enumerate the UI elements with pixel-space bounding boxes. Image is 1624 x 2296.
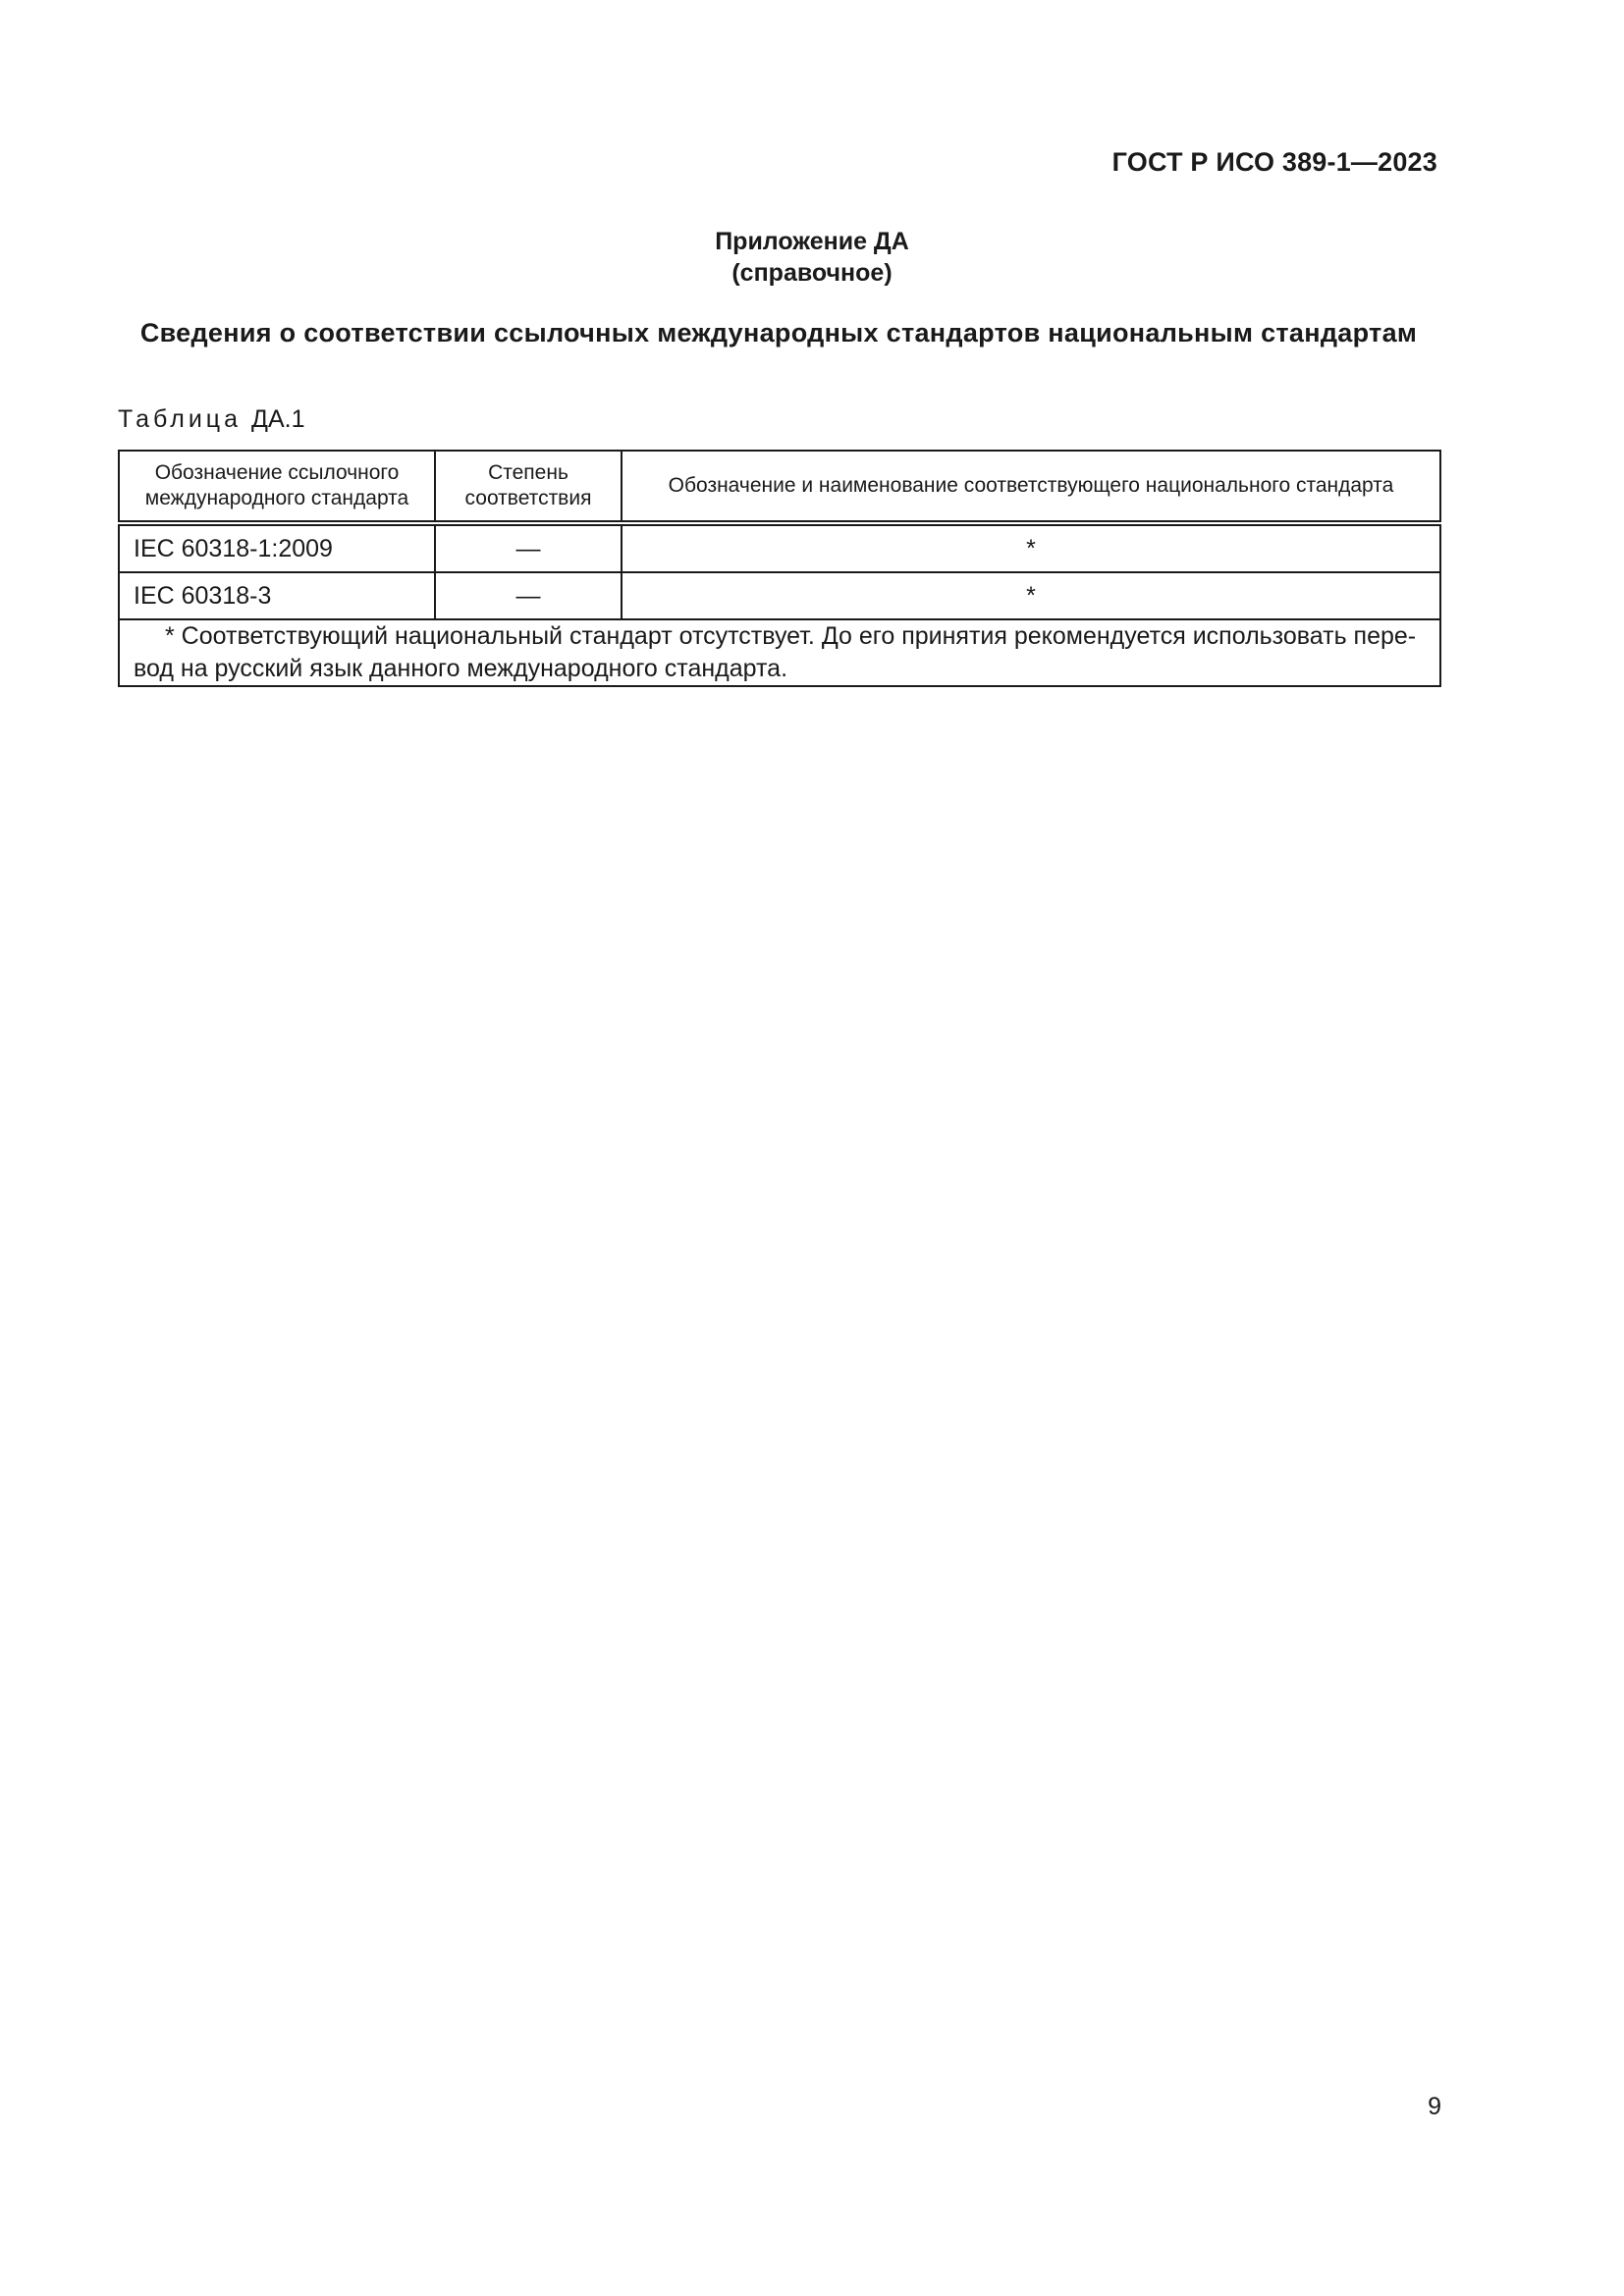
table-caption-number: ДА.1 bbox=[251, 405, 305, 433]
cell-reference-standard: IEC 60318-3 bbox=[119, 572, 435, 619]
appendix-title: Приложение ДА bbox=[715, 228, 909, 255]
header-cell-national-standard: Обозначение и наименование соответствующего национального стандарта bbox=[622, 451, 1440, 523]
appendix-heading bbox=[0, 226, 1624, 289]
header-cell-reference-standard: Обозначение ссылочного международного стандарта bbox=[119, 451, 435, 523]
cell-conformity-degree: — bbox=[435, 523, 622, 572]
table-caption-word: Таблица bbox=[118, 405, 243, 433]
appendix-subtitle: (справочное) bbox=[731, 259, 893, 287]
standards-table bbox=[118, 450, 1441, 687]
table-footnote: * Соответствующий национальный стандарт отсутствует. До его принятия рекомендуется использовать перевод на русский язык данного международного стандарта. bbox=[119, 619, 1440, 686]
cell-conformity-degree: — bbox=[435, 572, 622, 619]
header-cell-conformity-degree: Степень соответствия bbox=[435, 451, 622, 523]
table-row bbox=[119, 523, 1440, 572]
table-row bbox=[119, 572, 1440, 619]
cell-national-standard: * bbox=[622, 572, 1440, 619]
cell-national-standard: * bbox=[622, 523, 1440, 572]
table-header-row bbox=[119, 451, 1440, 523]
cell-reference-standard: IEC 60318-1:2009 bbox=[119, 523, 435, 572]
document-header: ГОСТ Р ИСО 389-1—2023 bbox=[1111, 147, 1437, 177]
table-footnote-row bbox=[119, 619, 1440, 686]
section-title: Сведения о соответствии ссылочных международных стандартов национальным стандартам bbox=[139, 318, 1418, 347]
page-number: 9 bbox=[1428, 2093, 1441, 2120]
table-caption bbox=[118, 405, 305, 434]
